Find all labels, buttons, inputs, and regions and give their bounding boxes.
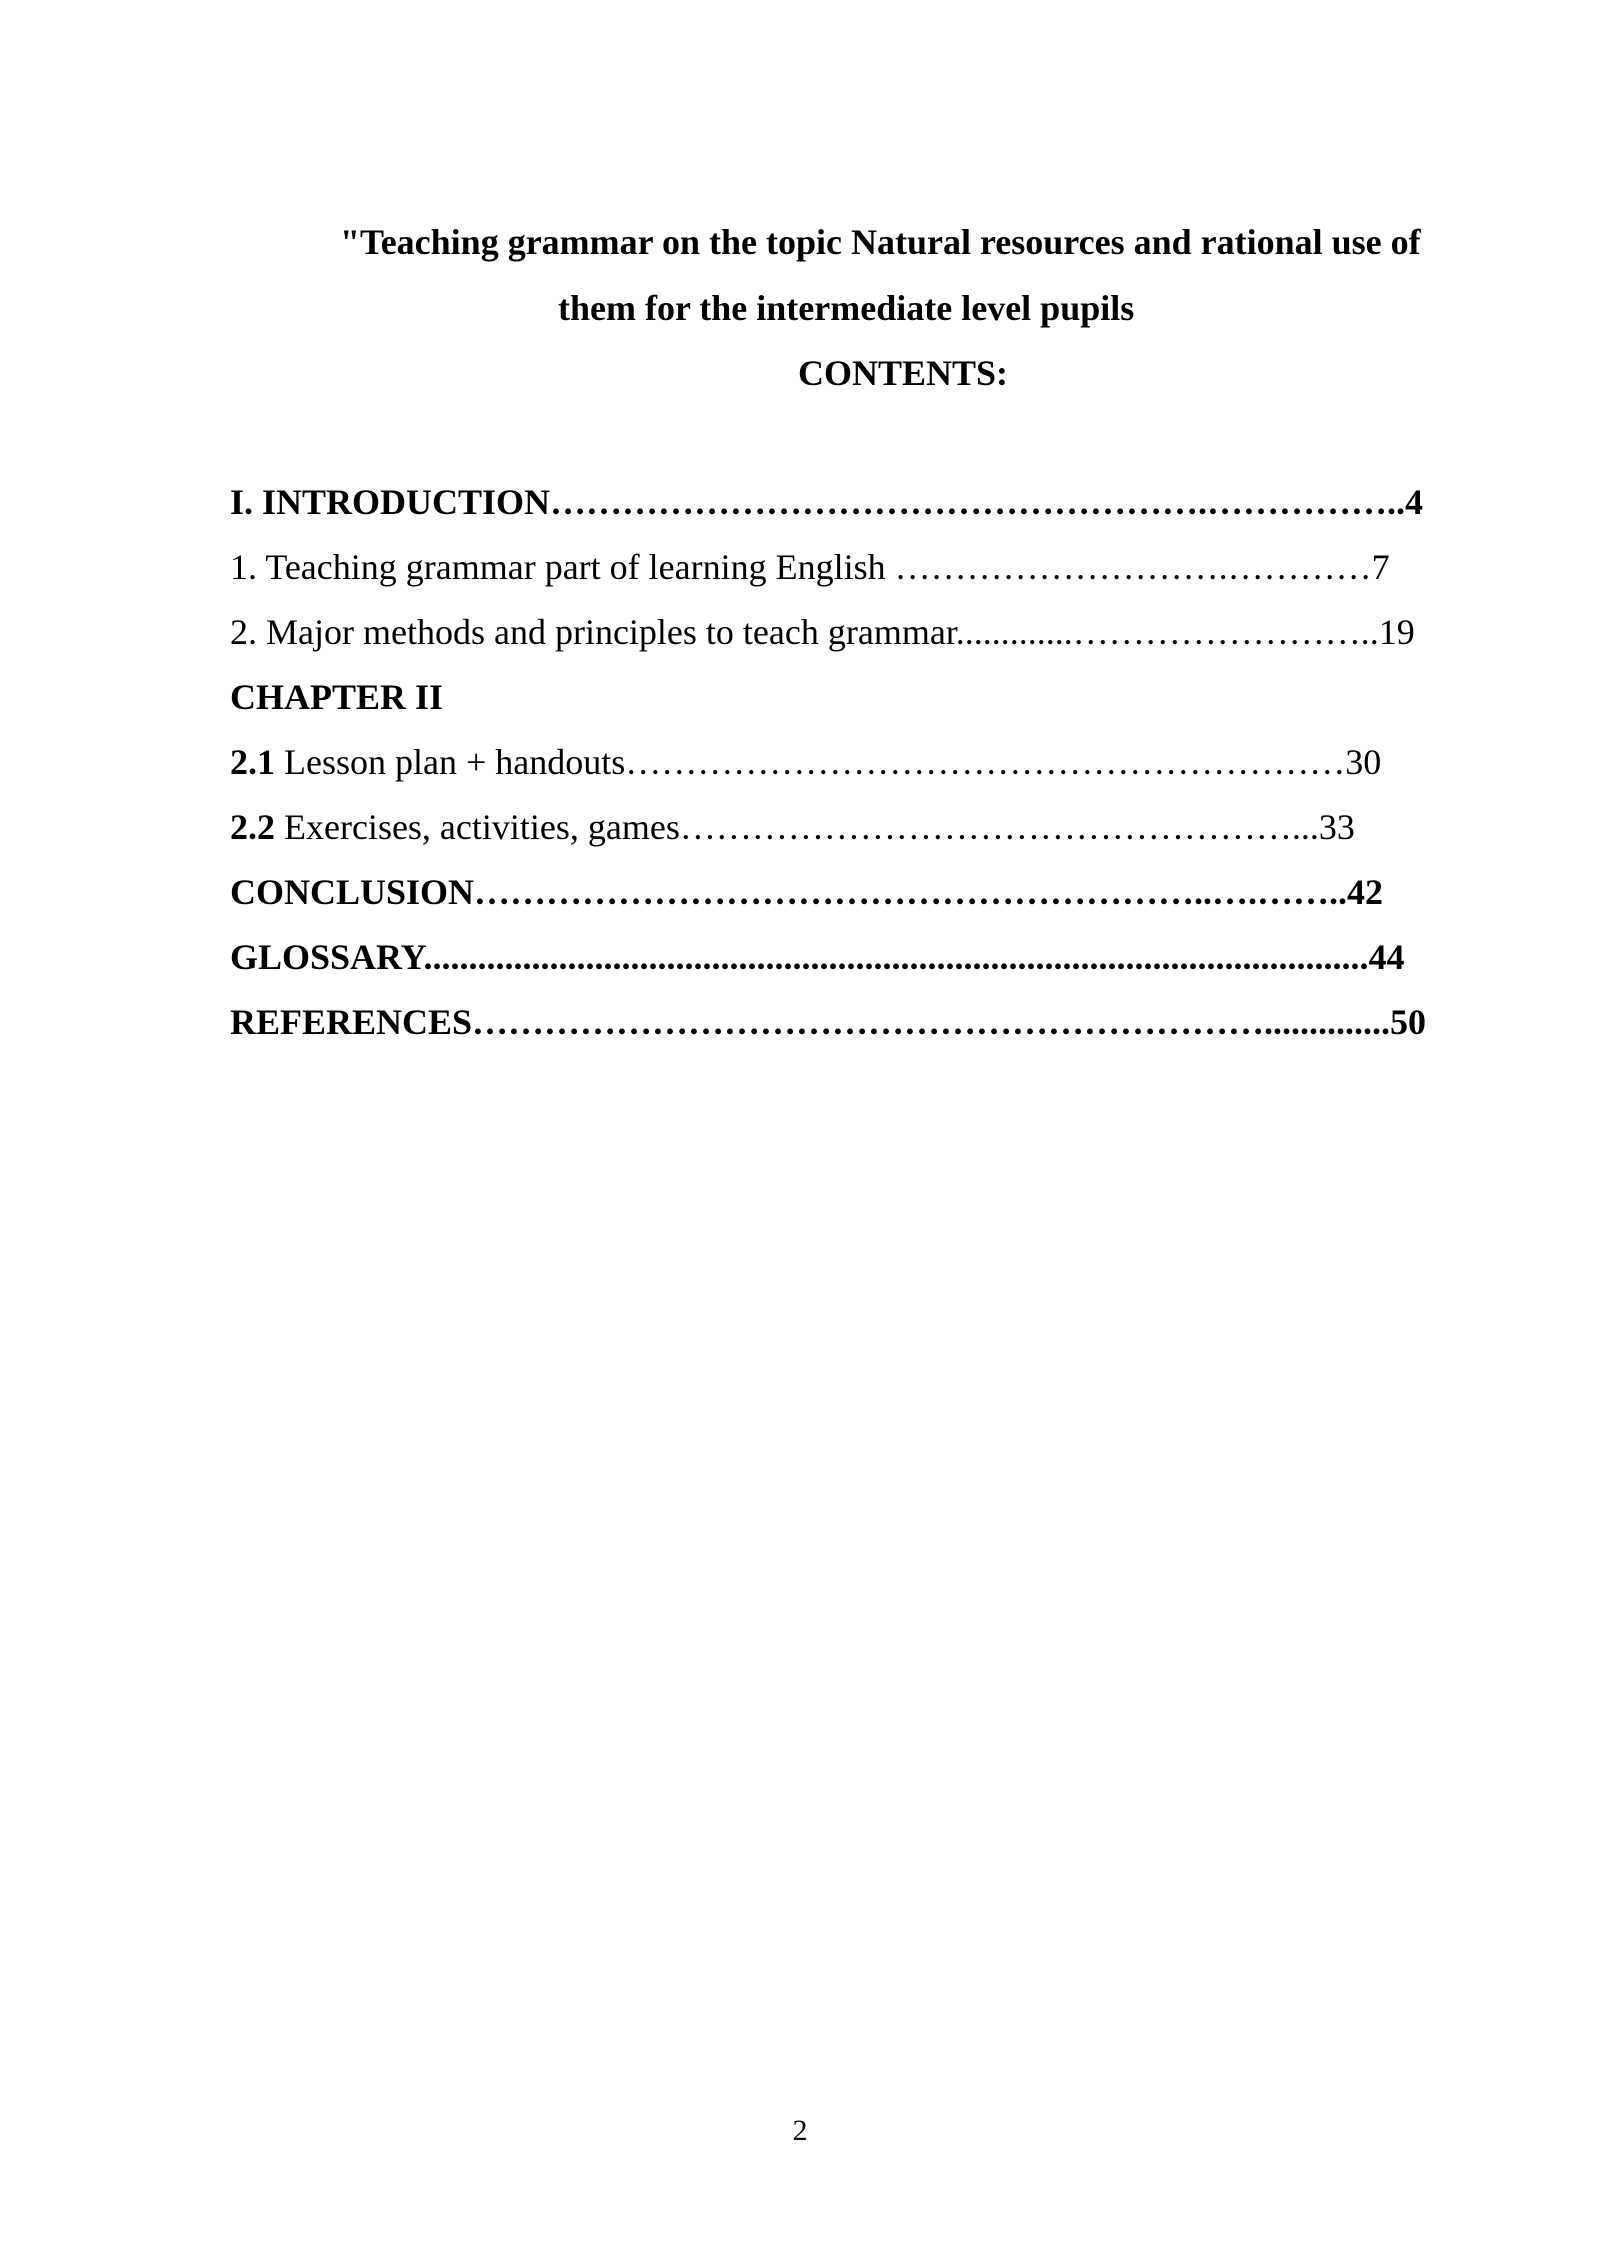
toc-entry-text: 2. Major methods and principles to teach grammar.............……………………..19 <box>230 614 1415 652</box>
toc-entry-number: 2.1 <box>230 744 275 782</box>
toc-entry-text: CONCLUSION……………………………………………………..….……..42 <box>230 874 1384 912</box>
toc-entry-text: GLOSSARY.........................................................................................................44 <box>230 939 1405 977</box>
toc-entry-teaching-grammar <box>230 549 1490 614</box>
toc-entry-lesson-plan <box>230 744 1490 809</box>
page-number: 2 <box>792 2114 808 2147</box>
toc-entry-references <box>230 1004 1490 1069</box>
toc-entry-number: 2.2 <box>230 809 275 847</box>
toc-entry-text: Exercises, activities, games……………………………………………...33 <box>275 809 1355 847</box>
toc-entry-conclusion <box>230 874 1490 939</box>
document-title-line-1: "Teaching grammar on the topic Natural resources and rational use of <box>340 222 1421 262</box>
toc-entry-text: I. INTRODUCTION……………………………………………….……………..4 <box>230 484 1424 522</box>
toc-entry-text: CHAPTER II <box>230 679 444 717</box>
contents-heading: CONTENTS: <box>798 353 1009 393</box>
toc-entry-text: Lesson plan + handouts……………………………………………………30 <box>275 744 1382 782</box>
table-of-contents <box>230 484 1490 1069</box>
toc-entry-introduction <box>230 484 1490 549</box>
toc-entry-chapter-ii <box>230 679 1490 744</box>
document-title-line-2: them for the intermediate level pupils <box>558 288 1135 328</box>
toc-entry-text: 1. Teaching grammar part of learning English ……………………….…………7 <box>230 549 1390 587</box>
toc-entry-glossary <box>230 939 1490 1004</box>
toc-entry-exercises <box>230 809 1490 874</box>
toc-entry-text: REFERENCES…………………………………………………………..............50 <box>230 1004 1427 1042</box>
toc-entry-major-methods <box>230 614 1490 679</box>
